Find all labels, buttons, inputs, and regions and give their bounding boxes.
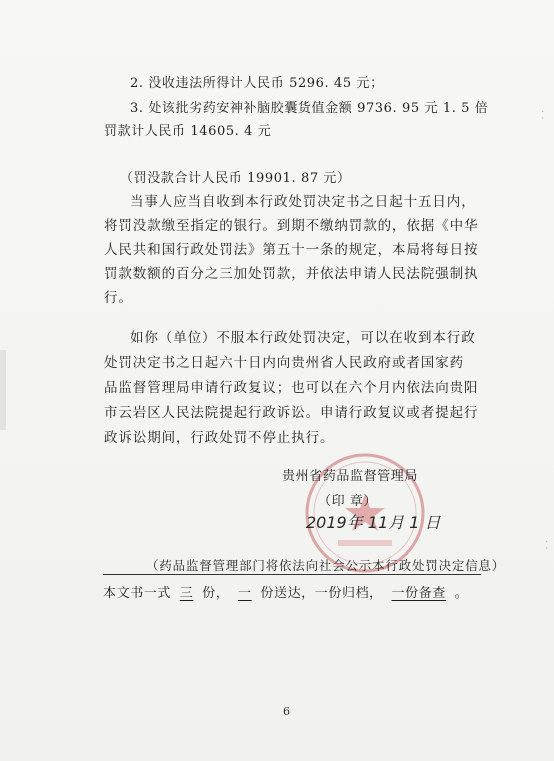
payment-line-1: 当事人应当自收到本行政处罚决定书之日起十五日内， [130, 194, 476, 210]
issuing-agency: 贵州省药品监督管理局 [282, 469, 419, 484]
penalty-item-3-line2: 罚款计人民币 14605. 4 元 [104, 124, 272, 139]
divider-line [103, 574, 481, 575]
appeal-line-1: 如你（单位）不服本行政处罚决定，可以在收到本行政 [130, 330, 476, 346]
penalty-item-2: 2. 没收违法所得计人民币 5296. 45 元； [130, 76, 384, 91]
appeal-line-2: 处罚决定书之日起六十日内向贵州省人民政府或者国家药 [104, 355, 464, 371]
copies-backup: 一份备查 [391, 586, 446, 601]
appeal-line-3: 品监督管理局申请行政复议；也可以在六个月内依法向贵阳 [104, 380, 479, 396]
copies-served: 一 [238, 586, 252, 601]
payment-line-2: 将罚没款缴至指定的银行。到期不缴纳罚款的，依据《中华 [104, 218, 479, 234]
page-number: 6 [283, 705, 290, 718]
left-edge-shadow [0, 350, 6, 430]
margin-scan-artifact: · · [540, 540, 551, 550]
public-disclosure-notice: （药品监督管理部门将依法向社会公示本行政处罚决定信息） [146, 558, 506, 573]
payment-line-5: 行。 [104, 290, 133, 306]
payment-line-3: 人民共和国行政处罚法》第五十一条的规定，本局将每日按 [104, 242, 479, 258]
copies-unit: 份， [202, 586, 230, 601]
penalty-item-3-line1: 3. 处该批劣药安神补脑胶囊货值金额 9736. 95 元 1. 5 倍 [130, 101, 489, 116]
penalty-total: （罚没款合计人民币 19901. 87 元） [120, 171, 351, 186]
payment-line-4: 罚款数额的百分之三加处罚款，并依法申请人民法院强制执 [104, 266, 479, 282]
copies-prefix: 本文书一式 [103, 586, 172, 601]
signing-date: 2019年 11月 1 日 [306, 513, 441, 532]
margin-scan-artifact: · · [536, 110, 547, 120]
copies-line [103, 582, 468, 601]
seal-note: （印 章） [318, 494, 378, 509]
appeal-line-5: 政诉讼期间，行政处罚不停止执行。 [104, 430, 335, 446]
copies-end: 。 [454, 586, 469, 601]
copies-count: 三 [179, 586, 194, 601]
copies-served-suffix: 份送达，一份归档， [260, 586, 383, 601]
appeal-line-4: 市云岩区人民法院提起行政诉讼。申请行政复议或者提起行 [104, 405, 479, 421]
